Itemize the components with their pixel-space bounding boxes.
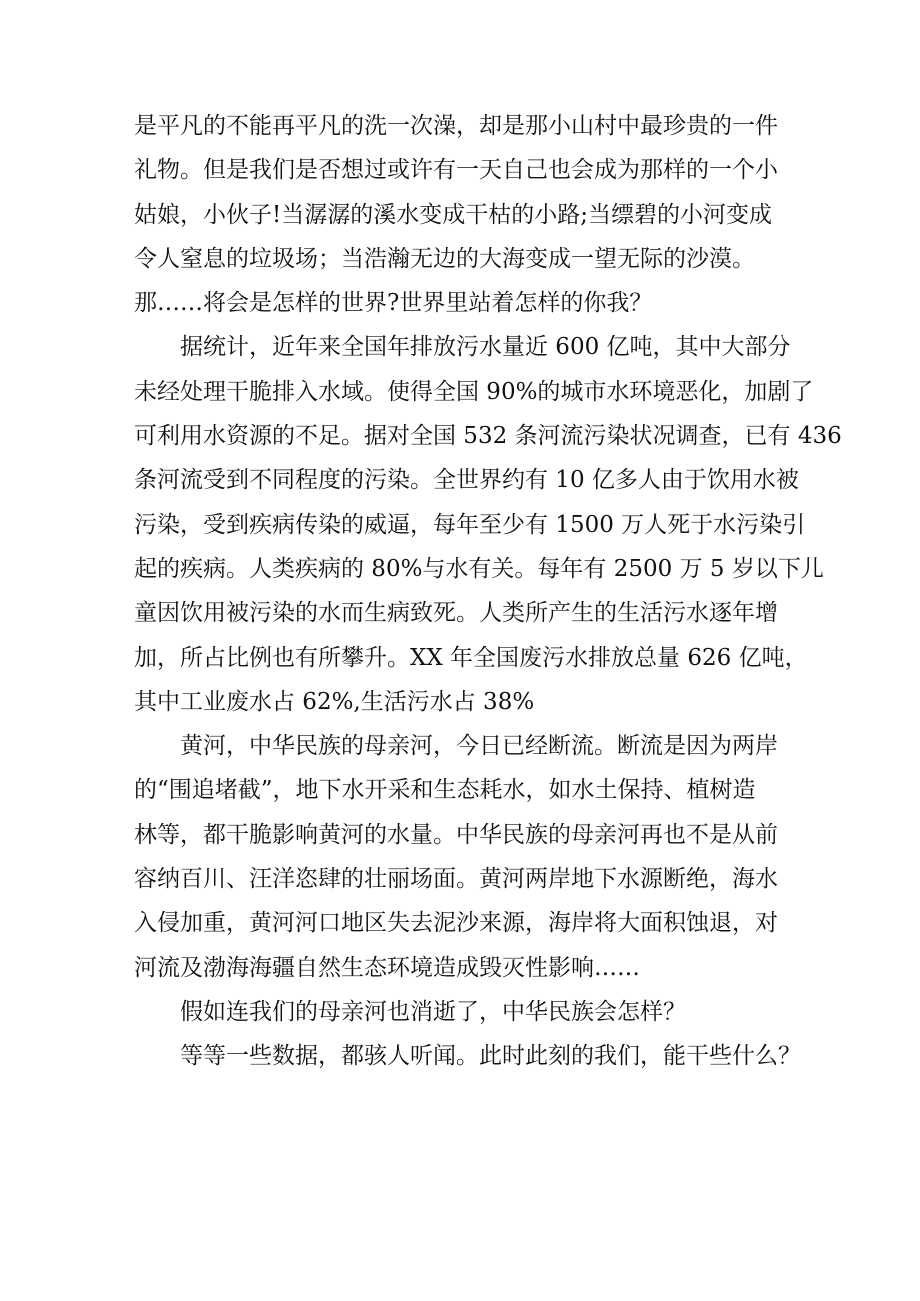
text-line: 童因饮用被污染的水而生病致死。人类所产生的生活污水逐年增 [134, 600, 778, 627]
paragraph-first-line: 黄河，中华民族的母亲河，今日已经断流。断流是因为两岸 [180, 733, 778, 760]
text-line: 那……将会是怎样的世界?世界里站着怎样的你我？ [134, 290, 653, 317]
paragraph-first-line: 假如连我们的母亲河也消逝了，中华民族会怎样？ [180, 998, 686, 1025]
text-line: 加，所占比例也有所攀升。XX 年全国废污水排放总量 626 亿吨， [134, 644, 808, 671]
text-line: 礼物。但是我们是否想过或许有一天自己也会成为那样的一个小 [134, 157, 778, 184]
document-body [134, 104, 842, 1079]
text-line: 容纳百川、汪洋恣肆的壮丽场面。黄河两岸地下水源断绝，海水 [134, 866, 778, 893]
text-line: 污染，受到疾病传染的威逼，每年至少有 1500 万人死于水污染引 [134, 511, 806, 538]
text-line: 林等，都干脆影响黄河的水量。中华民族的母亲河再也不是从前 [134, 821, 778, 848]
text-line: 条河流受到不同程度的污染。全世界约有 10 亿多人由于饮用水被 [134, 467, 799, 494]
text-line: 其中工业废水占 62%,生活污水占 38% [134, 688, 535, 715]
text-line: 起的疾病。人类疾病的 80%与水有关。每年有 2500 万 5 岁以下儿 [134, 555, 824, 582]
text-line: 未经处理干脆排入水域。使得全国 90%的城市水环境恶化，加剧了 [134, 378, 814, 405]
text-line: 河流及渤海海疆自然生态环境造成毁灭性影响…… [134, 954, 640, 981]
text-line: 入侵加重，黄河河口地区失去泥沙来源，海岸将大面积蚀退，对 [134, 910, 778, 937]
text-line: 是平凡的不能再平凡的洗一次澡，却是那小山村中最珍贵的一件 [134, 113, 778, 139]
paragraph-first-line: 等等一些数据，都骇人听闻。此时此刻的我们，能干些什么？ [180, 1043, 801, 1070]
text-line: 可利用水资源的不足。据对全国 532 条河流污染状况调查，已有 436 [134, 423, 842, 450]
paragraph-first-line: 据统计，近年来全国年排放污水量近 600 亿吨，其中大部分 [180, 334, 791, 361]
text-line: 的“围追堵截”，地下水开采和生态耗水，如水土保持、植树造 [134, 777, 756, 804]
text-line: 令人窒息的垃圾场；当浩瀚无边的大海变成一望无际的沙漠。 [134, 245, 755, 272]
text-line: 姑娘，小伙子!当潺潺的溪水变成干枯的小路;当缥碧的小河变成 [134, 201, 772, 228]
